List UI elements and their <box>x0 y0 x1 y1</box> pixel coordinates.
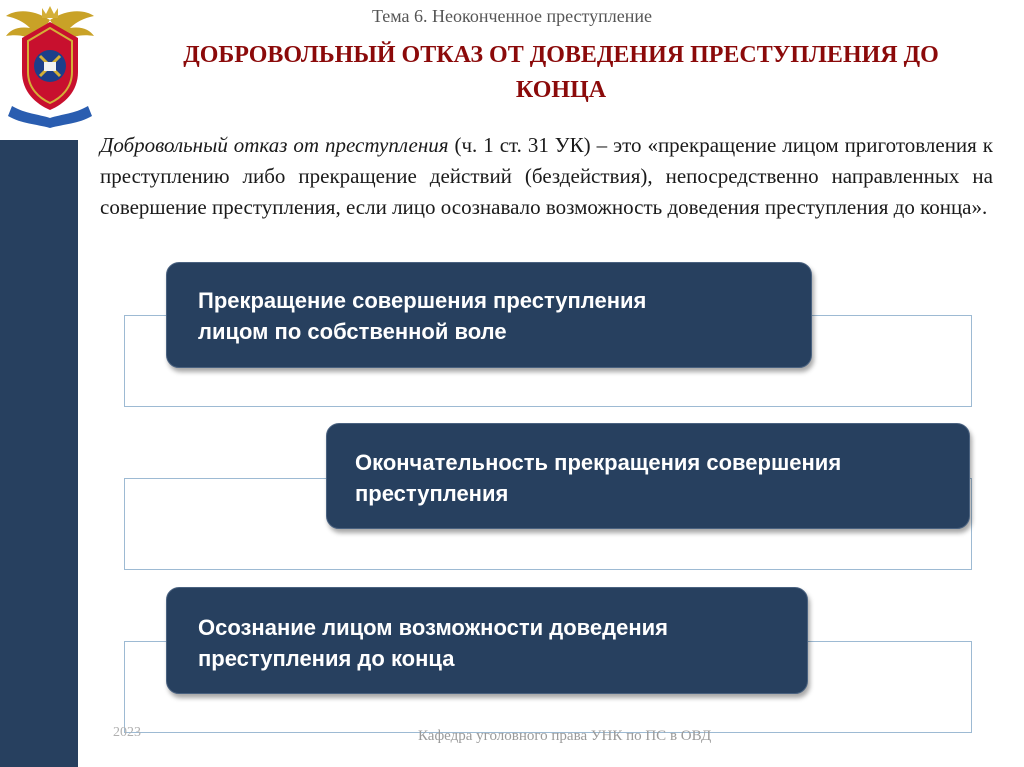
footer-year: 2023 <box>113 725 141 740</box>
feature-card-voluntary <box>166 262 812 368</box>
card-1-line-1: Прекращение совершения преступления <box>198 288 647 313</box>
feature-card-finality <box>326 423 970 529</box>
card-1-line-2: лицом по собственной воле <box>198 319 507 344</box>
footer-department: Кафедра уголовного права УНК по ПС в ОВД <box>418 728 712 744</box>
topic-subtitle: Тема 6. Неоконченное преступление <box>371 6 653 26</box>
card-3-line-2: преступления до конца <box>198 646 455 671</box>
card-2-line-1: Окончательность прекращения совершения <box>355 450 842 475</box>
slide-title-line-1: ДОБРОВОЛЬНЫЙ ОТКАЗ ОТ ДОВЕДЕНИЯ ПРЕСТУПЛЕНИЯ ДО <box>183 42 939 68</box>
left-sidebar-band <box>0 140 78 767</box>
card-2-line-2: преступления <box>355 481 509 506</box>
slide-title-line-2: КОНЦА <box>515 77 607 103</box>
feature-card-awareness <box>166 587 808 694</box>
definition-term: Добровольный отказ от преступления <box>100 133 449 157</box>
definition-text: (ч. 1 ст. 31 УК) – это «прекращение лицом приготовления к преступлению либо прекращение действий (бездействия), непосредственно направленных на совершение преступления, если лицо осознавало возможность доведения преступления до конца». <box>100 133 993 219</box>
definition-paragraph <box>100 130 993 223</box>
slide-title <box>100 38 1022 108</box>
card-3-line-1: Осознание лицом возможности доведения <box>198 615 668 640</box>
